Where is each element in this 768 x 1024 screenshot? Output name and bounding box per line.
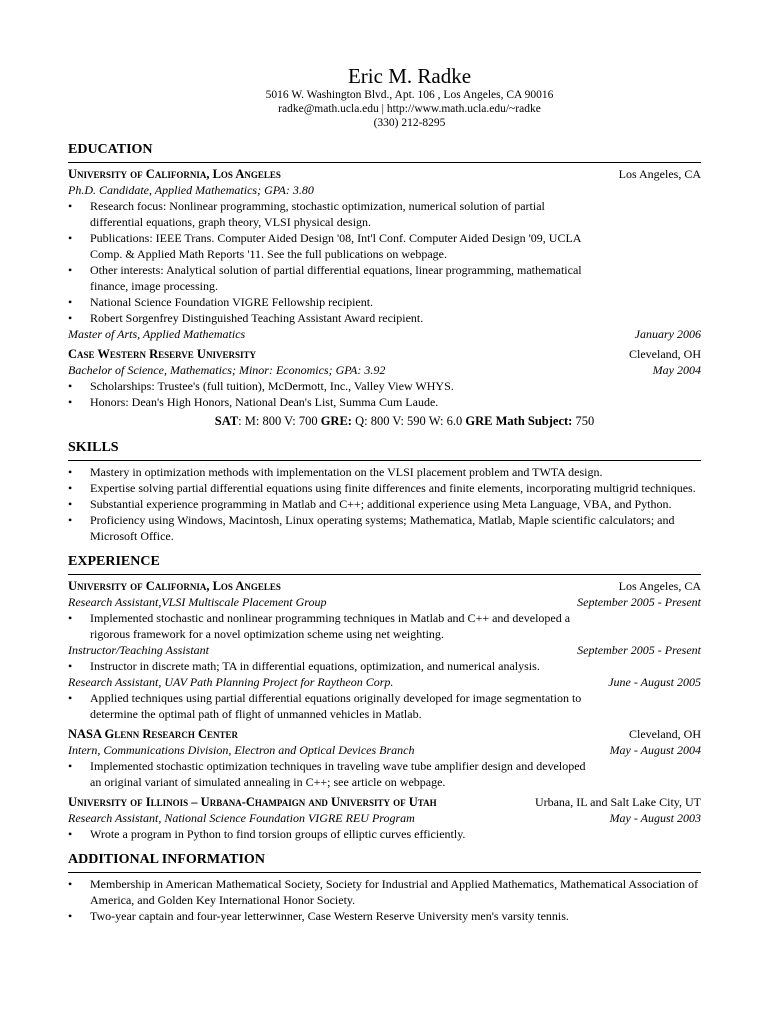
- edu-ucla-ma-row: [68, 326, 701, 342]
- edu-ucla-ma-date: January 2006: [634, 327, 701, 341]
- list-item: • Other interests: Analytical solution of partial differential equations, linear programming, mathematical finance, image processing.: [90, 262, 590, 294]
- edu-ucla-ma: Master of Arts, Applied Mathematics: [68, 327, 246, 341]
- exp-nasa-header: [68, 726, 701, 742]
- section-divider: [68, 162, 701, 163]
- edu-ucla-bullets: [68, 198, 701, 326]
- list-item: • Expertise solving partial differential equations using finite differences and finite elements, incorporating multigrid techniques.: [90, 480, 701, 496]
- list-item: • Membership in American Mathematical Society, Society for Industrial and Applied Mathematics, Mathematical Association of America, and Golden Key International Honor Society.: [90, 876, 701, 908]
- gre-math-label: GRE Math Subject:: [465, 414, 573, 428]
- exp-nasa-role-row: [68, 742, 701, 758]
- exp-uiuc-date: May - August 2003: [609, 811, 701, 825]
- exp-uiuc-bullets: [68, 826, 701, 842]
- address: 5016 W. Washington Blvd., Apt. 106 , Los Angeles, CA 90016: [265, 89, 554, 101]
- edu-ucla-degree: Ph.D. Candidate, Applied Mathematics; GPA: 3.80: [68, 183, 314, 197]
- section-title-skills: SKILLS: [68, 440, 119, 455]
- edu-ucla-header: [68, 166, 701, 182]
- section-divider: [68, 460, 701, 461]
- list-item: • Mastery in optimization methods with implementation on the VLSI placement problem and TWTA design.: [90, 464, 701, 480]
- email-website: radke@math.ucla.edu | http://www.math.ucla.edu/~radke: [278, 103, 541, 115]
- exp-ucla-date2: September 2005 - Present: [577, 643, 701, 657]
- edu-cwru-degree-row: [68, 362, 701, 378]
- skills-bullets: [68, 464, 701, 544]
- exp-uiuc-org: University of Illinois – Urbana-Champaign and University of Utah: [68, 795, 437, 809]
- exp-ucla-role1: Research Assistant,VLSI Multiscale Placement Group: [68, 595, 327, 609]
- exp-uiuc-role: Research Assistant, National Science Foundation VIGRE REU Program: [68, 811, 415, 825]
- section-title-education: EDUCATION: [68, 142, 153, 157]
- resume-name: Eric M. Radke: [347, 64, 472, 88]
- list-item: • Applied techniques using partial differential equations originally developed for image segmentation to determine the optimal path of flight of unmanned vehicles in Matlab.: [90, 690, 590, 722]
- sat-score: : M: 800 V: 700: [238, 414, 321, 428]
- exp-ucla-role2-row: [68, 642, 701, 658]
- list-item: • Honors: Dean's High Honors, National Dean's List, Summa Cum Laude.: [90, 394, 701, 410]
- edu-cwru-date: May 2004: [652, 363, 701, 377]
- list-item: • Wrote a program in Python to find torsion groups of elliptic curves efficiently.: [90, 826, 701, 842]
- list-item: • Implemented stochastic optimization techniques in traveling wave tube amplifier design and developed an original variant of simulated annealing in C++; see article on webpage.: [90, 758, 590, 790]
- edu-cwru-bullets: [68, 378, 701, 410]
- edu-cwru-header: [68, 346, 701, 362]
- exp-ucla-location: Los Angeles, CA: [618, 579, 701, 593]
- exp-uiuc-role-row: [68, 810, 701, 826]
- list-item: • Instructor in discrete math; TA in differential equations, optimization, and numerical analysis.: [90, 658, 701, 674]
- exp-ucla-bullets2: [68, 658, 701, 674]
- section-divider: [68, 574, 701, 575]
- resume-page: [68, 64, 701, 924]
- exp-ucla-role1-row: [68, 594, 701, 610]
- phone: (330) 212-8295: [373, 117, 446, 129]
- exp-ucla-bullets1: [68, 610, 701, 642]
- edu-cwru-degree: Bachelor of Science, Mathematics; Minor: Economics; GPA: 3.92: [68, 363, 386, 377]
- exp-nasa-role: Intern, Communications Division, Electron and Optical Devices Branch: [68, 743, 415, 757]
- exp-uiuc-location: Urbana, IL and Salt Lake City, UT: [534, 795, 701, 809]
- exp-nasa-location: Cleveland, OH: [629, 727, 701, 741]
- sat-label: SAT: [214, 414, 239, 428]
- additional-bullets: [68, 876, 701, 924]
- exp-ucla-header: [68, 578, 701, 594]
- gre-score: Q: 800 V: 590 W: 6.0: [351, 414, 466, 428]
- test-scores: [108, 412, 701, 430]
- list-item: • Publications: IEEE Trans. Computer Aided Design '08, Int'l Conf. Computer Aided Design '09, UCLA Comp. & Applied Math Reports '11. See the full publications on webpage.: [90, 230, 590, 262]
- exp-ucla-role3: Research Assistant, UAV Path Planning Project for Raytheon Corp.: [68, 675, 394, 689]
- section-title-experience: EXPERIENCE: [68, 554, 160, 569]
- list-item: • National Science Foundation VIGRE Fellowship recipient.: [90, 294, 590, 310]
- exp-uiuc-header: [68, 794, 701, 810]
- exp-ucla-org: University of California, Los Angeles: [68, 579, 281, 593]
- exp-nasa-bullets: [68, 758, 701, 790]
- section-divider: [68, 872, 701, 873]
- list-item: • Research focus: Nonlinear programming, stochastic optimization, numerical solution of partial differential equations, graph theory, VLSI physical design.: [90, 198, 590, 230]
- exp-nasa-org: NASA Glenn Research Center: [68, 727, 239, 741]
- section-title-additional: ADDITIONAL INFORMATION: [68, 852, 265, 867]
- gre-label: GRE:: [320, 414, 352, 428]
- exp-ucla-bullets3: [68, 690, 701, 722]
- exp-ucla-role3-row: [68, 674, 701, 690]
- list-item: • Implemented stochastic and nonlinear programming techniques in Matlab and C++ and developed a rigorous framework for a novel optimization scheme using net weighting.: [90, 610, 590, 642]
- edu-ucla-degree-row: [68, 182, 701, 198]
- list-item: • Substantial experience programming in Matlab and C++; additional experience using Meta Language, VBA, and Python.: [90, 496, 701, 512]
- list-item: • Two-year captain and four-year letterwinner, Case Western Reserve University men's varsity tennis.: [90, 908, 701, 924]
- edu-ucla-location: Los Angeles, CA: [618, 167, 701, 181]
- list-item: • Scholarships: Trustee's (full tuition), McDermott, Inc., Valley View WHYS.: [90, 378, 701, 394]
- gre-math-score: 750: [572, 414, 595, 428]
- edu-cwru-org: Case Western Reserve University: [68, 347, 256, 361]
- list-item: • Robert Sorgenfrey Distinguished Teaching Assistant Award recipient.: [90, 310, 590, 326]
- edu-ucla-org: University of California, Los Angeles: [68, 167, 281, 181]
- edu-cwru-location: Cleveland, OH: [629, 347, 701, 361]
- exp-ucla-role2: Instructor/Teaching Assistant: [68, 643, 210, 657]
- exp-ucla-date3: June - August 2005: [608, 675, 701, 689]
- list-item: • Proficiency using Windows, Macintosh, Linux operating systems; Mathematica, Matlab, Maple scientific calculators; and Microsoft Office.: [90, 512, 701, 544]
- exp-ucla-date1: September 2005 - Present: [577, 595, 701, 609]
- exp-nasa-date: May - August 2004: [609, 743, 701, 757]
